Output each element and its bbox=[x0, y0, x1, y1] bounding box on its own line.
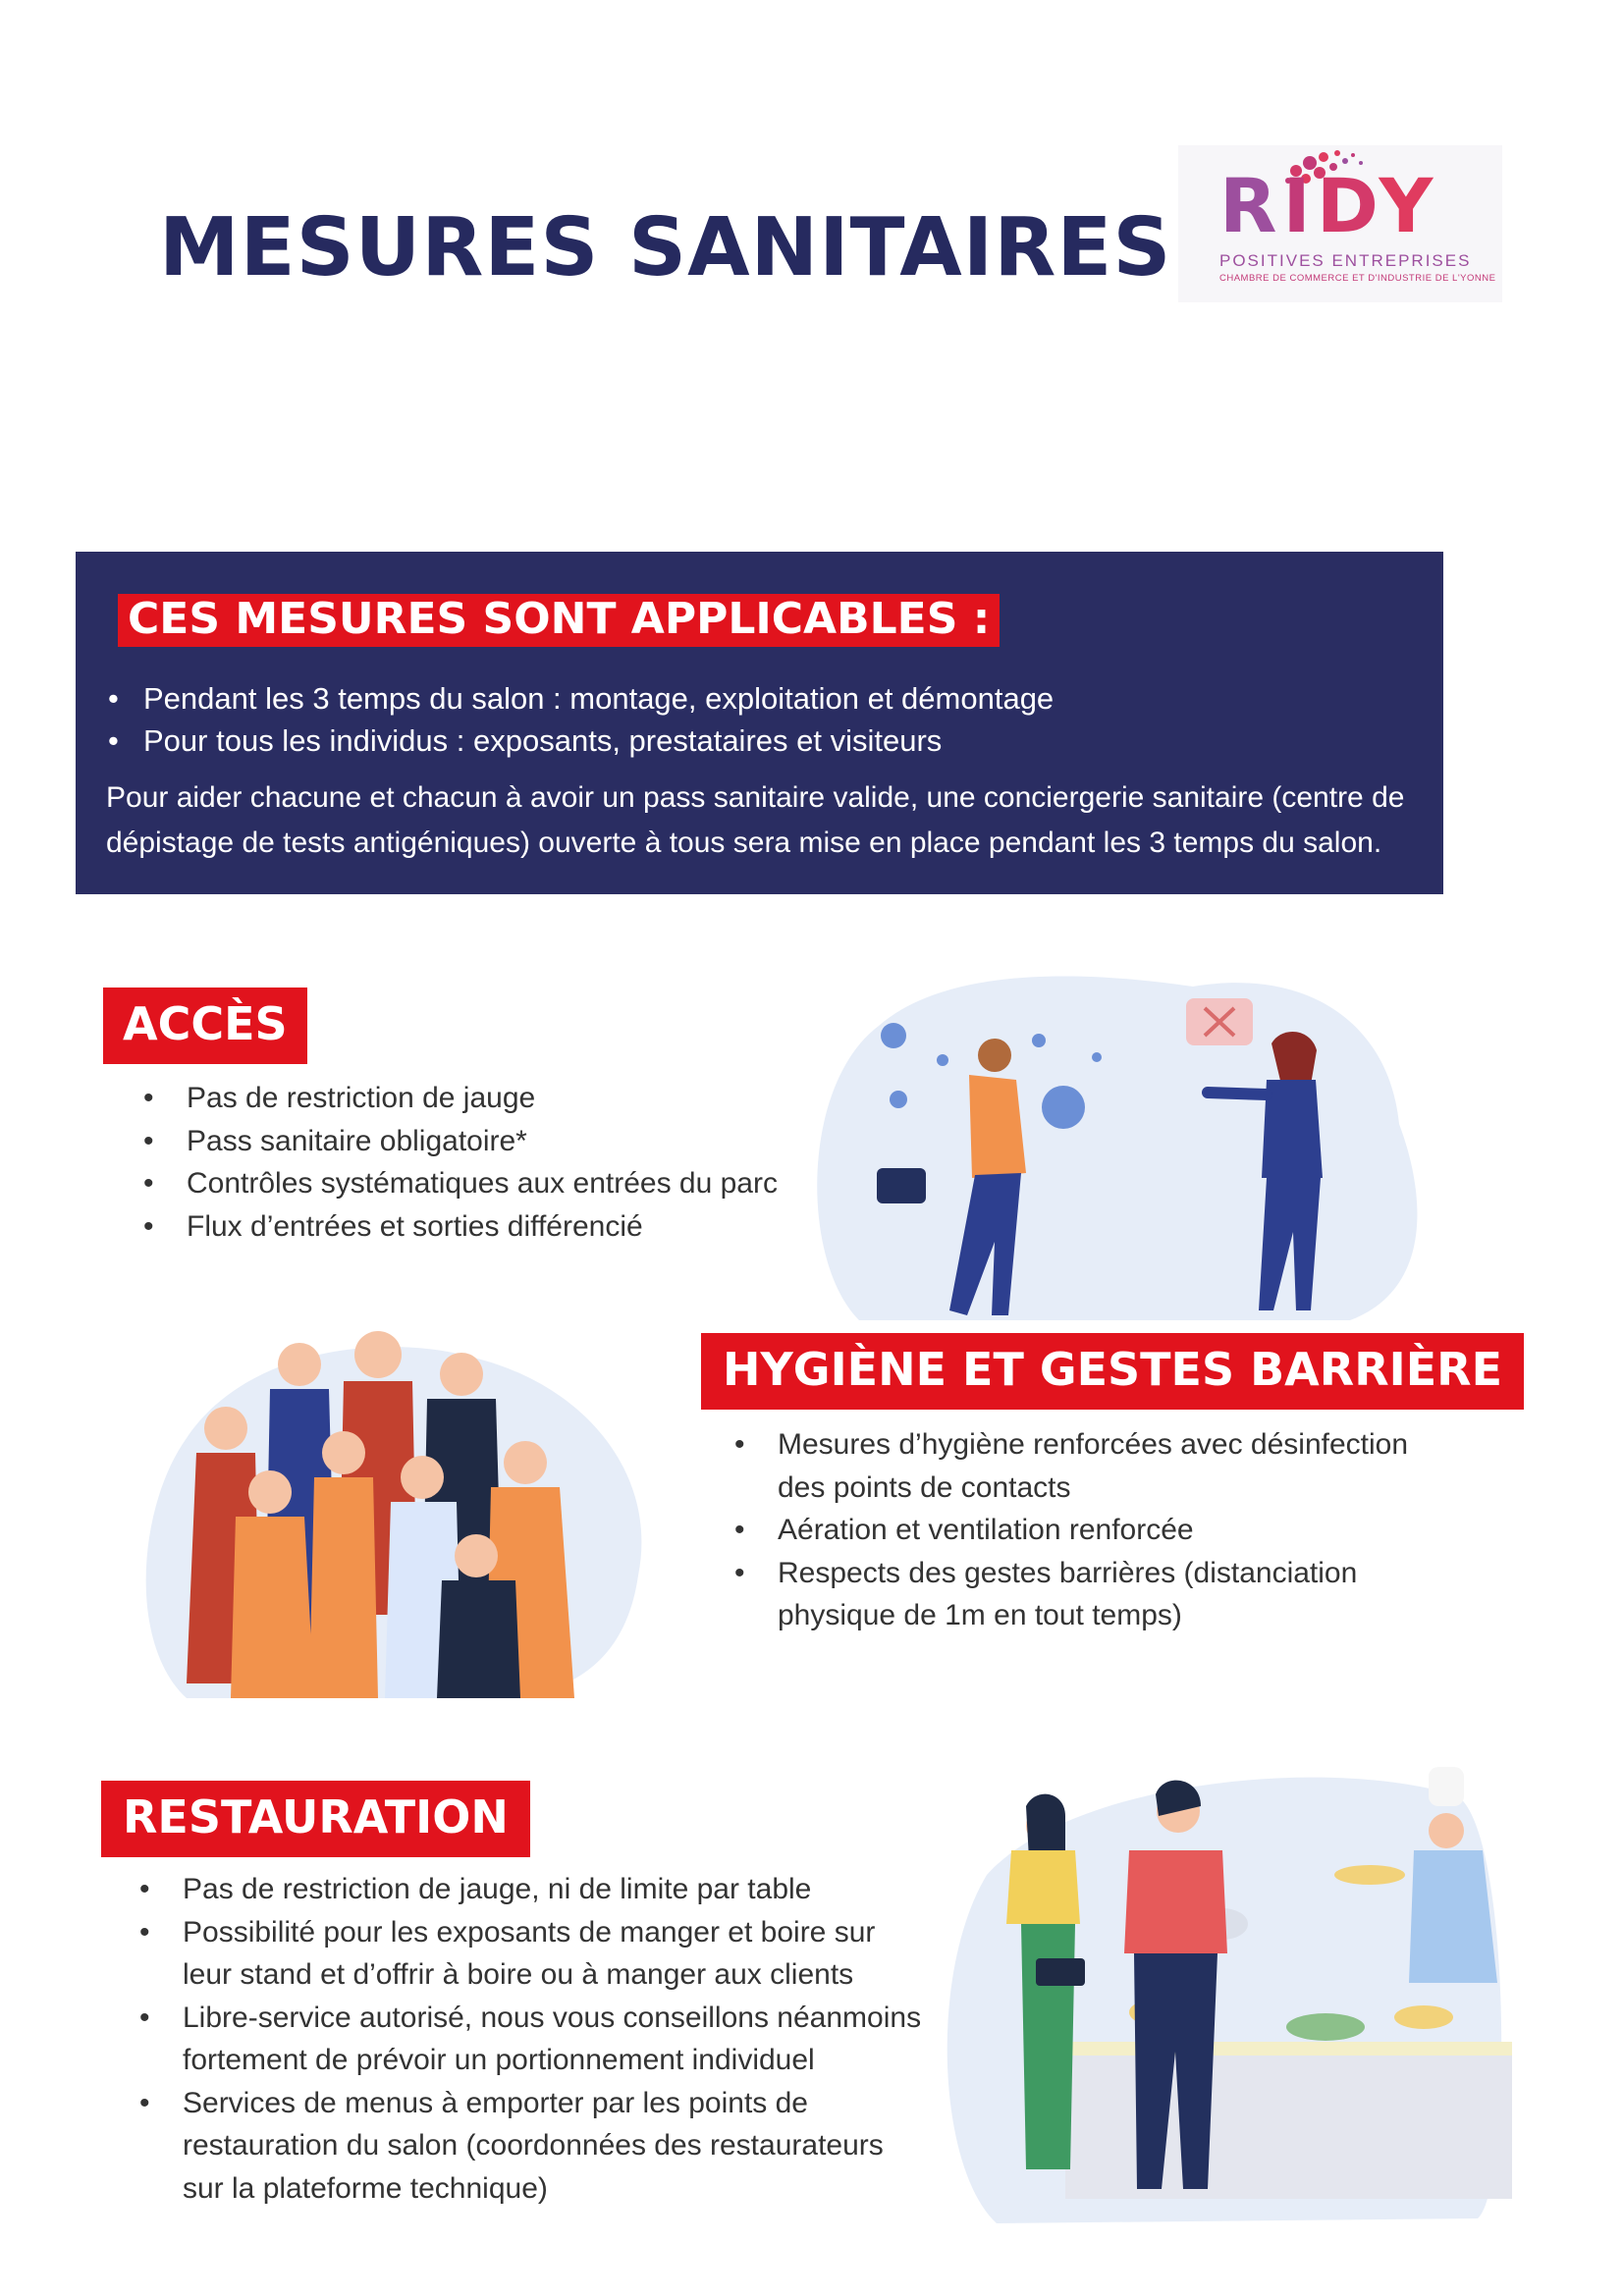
applicable-heading: CES MESURES SONT APPLICABLES : bbox=[118, 594, 1000, 647]
applicable-list bbox=[108, 677, 1054, 762]
list-item: • Mesures d’hygiène renforcées avec désinfection des points de contacts bbox=[717, 1423, 1424, 1509]
logo-wordmark: RIDY bbox=[1219, 162, 1439, 249]
list-item: • Flux d’entrées et sorties différencié bbox=[126, 1205, 872, 1249]
hygiene-heading: HYGIÈNE ET GESTES BARRIÈRE bbox=[701, 1333, 1524, 1410]
list-item: • Aération et ventilation renforcée bbox=[717, 1509, 1424, 1552]
restauration-list bbox=[122, 1868, 927, 2210]
list-item: • Pas de restriction de jauge, ni de limite par table bbox=[122, 1868, 927, 1911]
ridy-logo bbox=[1178, 145, 1502, 302]
crowd-illustration bbox=[128, 1320, 658, 1703]
applicable-paragraph: Pour aider chacune et chacun à avoir un pass sanitaire valide, une conciergerie sanitaire (centre de dépistage de tests antigéniques) ouverte à tous sera mise en place pendant les 3 temps du salon. bbox=[106, 781, 1405, 859]
list-item: • Pass sanitaire obligatoire* bbox=[126, 1120, 872, 1163]
list-item: • Respects des gestes barrières (distanciation physique de 1m en tout temps) bbox=[717, 1552, 1424, 1637]
logo-tagline: POSITIVES ENTREPRISES bbox=[1219, 251, 1472, 270]
virus-illustration bbox=[800, 967, 1429, 1330]
list-item: • Services de menus à emporter par les points de restauration du salon (coordonnées des restaurateurs sur la plateforme technique) bbox=[122, 2082, 927, 2211]
restauration-heading: RESTAURATION bbox=[101, 1781, 530, 1857]
list-item: • Pour tous les individus : exposants, prestataires et visiteurs bbox=[108, 720, 1054, 762]
acces-heading: ACCÈS bbox=[103, 988, 307, 1064]
acces-list bbox=[126, 1077, 872, 1248]
logo-subtitle: CHAMBRE DE COMMERCE ET D'INDUSTRIE DE L'YONNE bbox=[1219, 273, 1496, 284]
list-item: • Pendant les 3 temps du salon : montage, exploitation et démontage bbox=[108, 677, 1054, 720]
list-item: • Possibilité pour les exposants de manger et boire sur leur stand et d’offrir à boire ou à manger aux clients bbox=[122, 1911, 927, 1997]
page-title: MESURES SANITAIRES bbox=[159, 201, 1172, 294]
list-item: • Pas de restriction de jauge bbox=[126, 1077, 872, 1120]
hygiene-list bbox=[717, 1423, 1424, 1637]
list-item: • Contrôles systématiques aux entrées du parc bbox=[126, 1162, 872, 1205]
list-item: • Libre-service autorisé, nous vous conseillons néanmoins fortement de prévoir un portionnement individuel bbox=[122, 1997, 927, 2082]
buffet-illustration bbox=[928, 1757, 1512, 2238]
